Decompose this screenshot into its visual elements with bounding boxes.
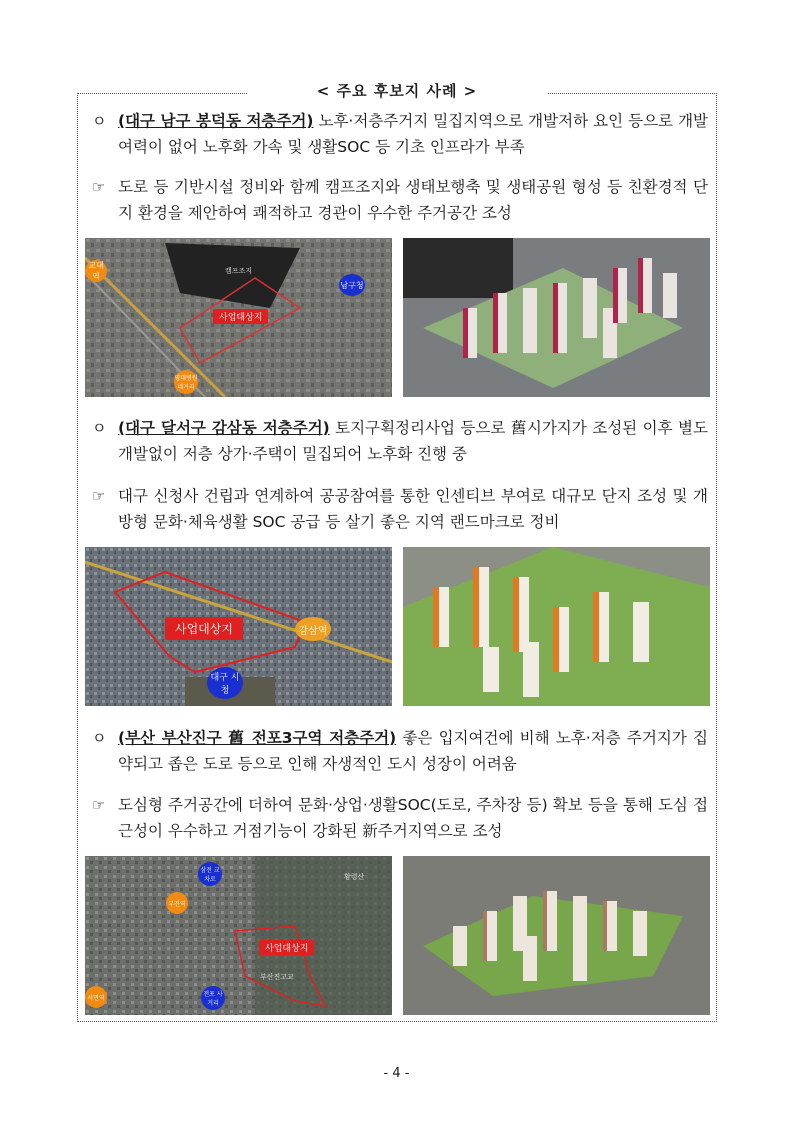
station-marker: 서면역 [85,986,107,1008]
case-3-problem [92,725,708,777]
pointing-hand-icon: ☞ [92,178,106,196]
case-2-heading: (대구 달서구 감삼동 저층주거) [118,419,330,437]
station-marker: 대구 시청 [207,667,243,699]
bullet-icon: ㅇ [92,112,107,130]
case-2-problem-text: 토지구획정리사업 등으로 舊시가지가 조성된 이후 별도 개발없이 저층 상가·주택이 밀집되어 노후화 진행 중 [118,419,708,463]
case-1-problem-text: 노후·저층주거지 밀집지역으로 개발저하 요인 등으로 개발여력이 없어 노후화 가속 및 생활SOC 등 기초 인프라가 부족 [118,112,709,156]
station-marker: 남구청 [339,274,365,296]
case-2-plan [92,483,708,535]
case-box [77,82,717,1022]
case-2-plan-text: 대구 신청사 건립과 연계하여 공공참여를 통한 인센티브 부여로 대규모 단지 조성 및 개방형 문화·체육생활 SOC 공급 등 살기 좋은 지역 랜드마크로 정비 [118,487,708,531]
rendering-image [403,856,710,1015]
case-1-problem [92,108,708,160]
case-1-aerial-map [85,238,392,397]
pointing-hand-icon: ☞ [92,487,106,505]
station-marker: 감삼역 [295,617,331,641]
station-marker: 삼전 교차로 [198,862,222,886]
case-1-render [403,238,710,397]
case-3-heading: (부산 부산진구 舊 전포3구역 저층주거) [118,729,397,747]
page-number: - 4 - [383,1066,410,1081]
site-label: 사업대상지 [165,617,243,640]
pointing-hand-icon: ☞ [92,796,106,814]
mountain-label: 황령산 [344,873,365,881]
case-3-plan-text: 도심형 주거공간에 더하여 문화·상업·생활SOC(도로, 주차장 등) 확보 등을 통해 도심 접근성이 우수하고 거점기능이 강화된 新주거지역으로 조성 [118,796,708,840]
rendering-image [403,238,710,397]
site-label: 사업대상지 [213,309,268,324]
case-2-problem [92,415,708,467]
station-marker: 전포 사거리 [201,986,225,1010]
box-title: < 주요 후보지 사례 > [78,80,716,101]
case-3-render [403,856,710,1015]
camp-label: 캠프조지 [225,267,253,275]
case-1-plan-text: 도로 등 기반시설 정비와 함께 캠프조지와 생태보행축 및 생태공원 형성 등 친환경적 단지 환경을 제안하여 쾌적하고 경관이 우수한 주거공간 조성 [118,178,708,222]
case-3-problem-text: 좋은 입지여건에 비해 노후·저층 주거지가 집약되고 좁은 도로 등으로 인해 자생적인 도시 성장이 어려움 [118,729,708,773]
station-marker: 부전역 [166,892,188,914]
station-marker: 교대역 [85,260,107,282]
site-label: 사업대상지 [259,940,314,955]
bullet-icon: ㅇ [92,729,107,747]
case-3-plan [92,792,708,844]
case-1-plan [92,174,708,226]
rendering-image [403,547,710,706]
case-2-render [403,547,710,706]
station-marker: 영대병원 네거리 [174,370,198,394]
case-2-aerial-map [85,547,392,706]
bullet-icon: ㅇ [92,419,107,437]
case-3-aerial-map [85,856,392,1015]
case-1-heading: (대구 남구 봉덕동 저층주거) [118,112,314,130]
school-label: 부산진고교 [260,973,294,981]
